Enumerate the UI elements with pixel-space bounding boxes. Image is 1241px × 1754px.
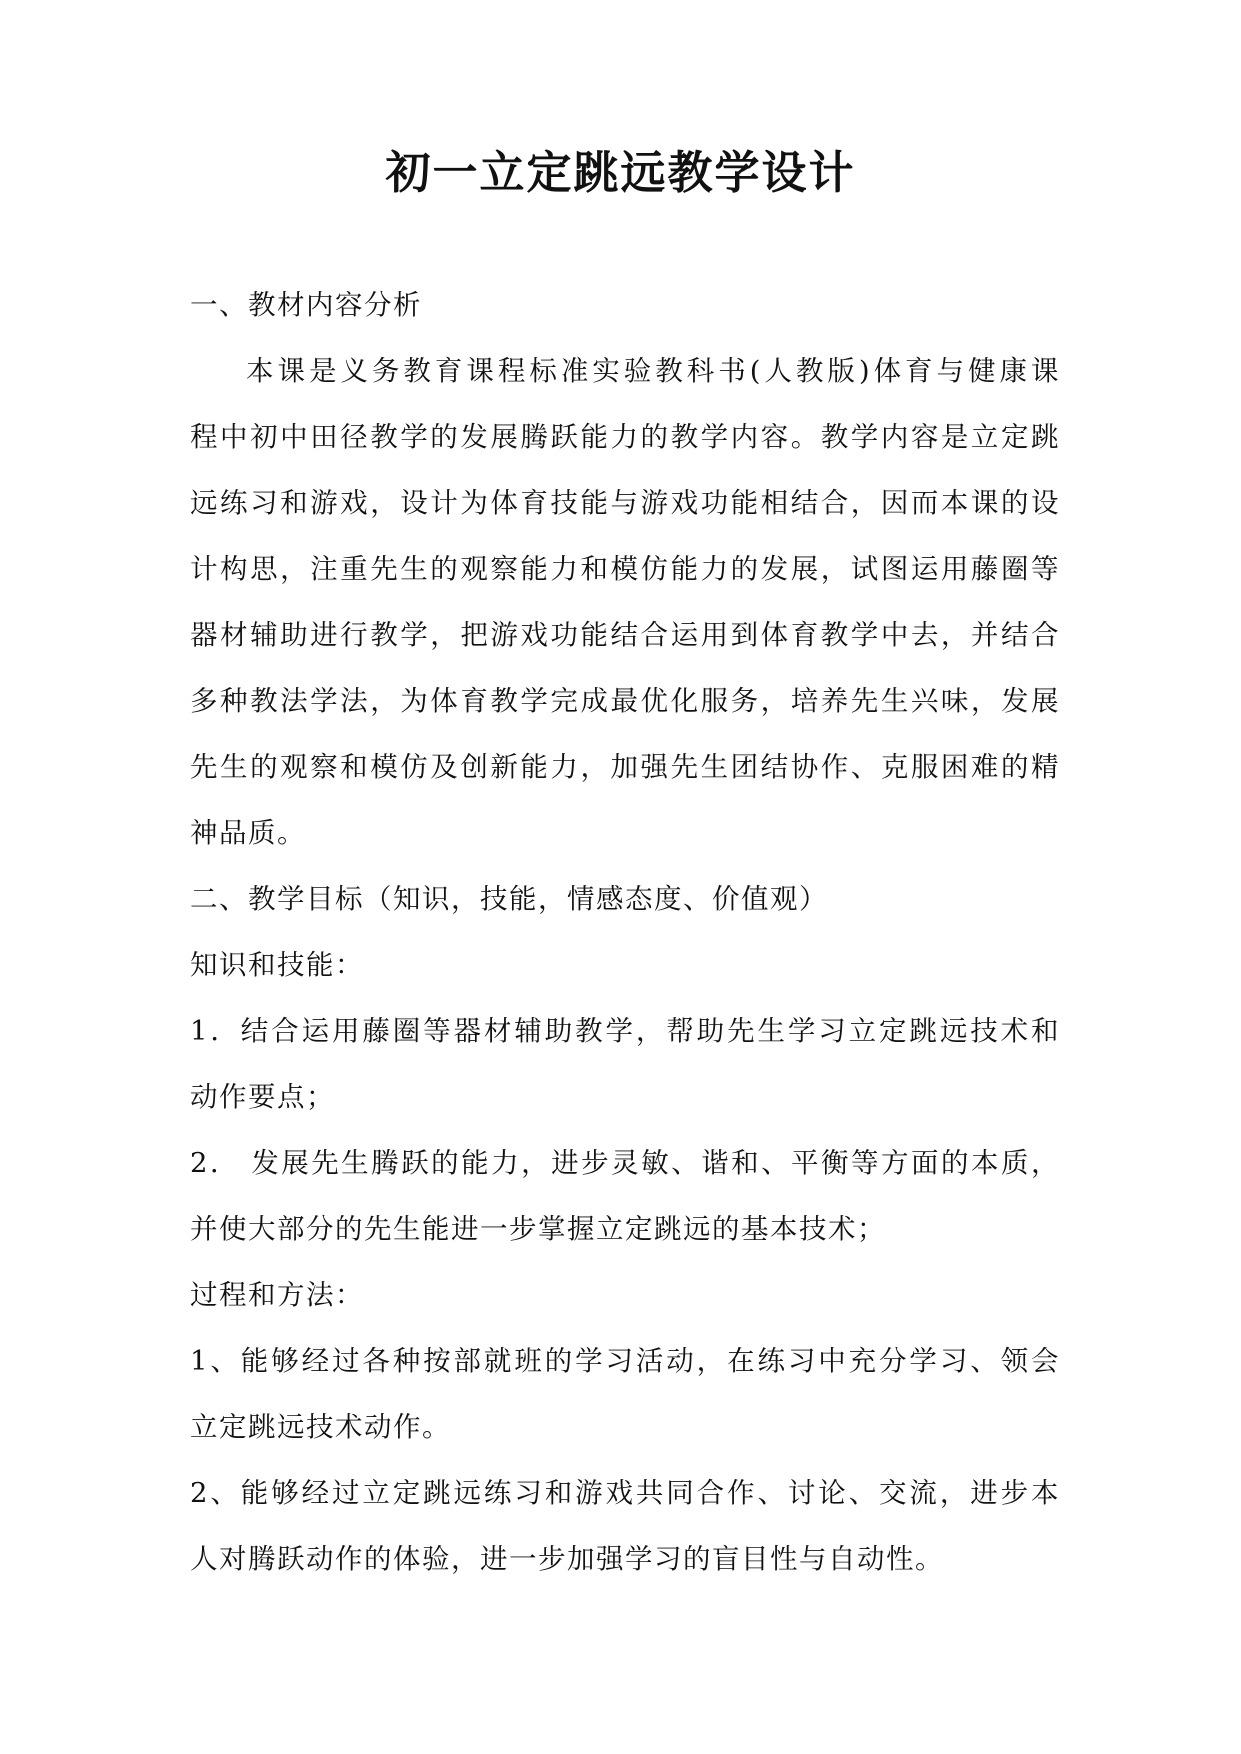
paragraph-line: 计构思，注重先生的观察能力和模仿能力的发展，试图运用藤圈等 [190,553,1060,585]
list-item-line: 人对腾跃动作的体验，进一步加强学习的盲目性与自动性。 [190,1543,944,1575]
paragraph-line: 先生的观察和模仿及创新能力，加强先生团结协作、克服困难的精 [190,751,1060,783]
list-item-line: 1．结合运用藤圈等器材辅助教学，帮助先生学习立定跳远技术和 [190,1015,1060,1047]
paragraph-line: 多种教法学法，为体育教学完成最优化服务，培养先生兴味，发展 [190,685,1060,717]
list-item-line: 动作要点； [190,1081,335,1113]
paragraph-line: 远练习和游戏，设计为体育技能与游戏功能相结合，因而本课的设 [190,487,1060,519]
paragraph-line: 本课是义务教育课程标准实验教科书(人教版)体育与健康课 [246,355,1060,387]
list-item-line: 2、能够经过立定跳远练习和游戏共同合作、讨论、交流，进步本 [190,1477,1060,1509]
subheading-process-method: 过程和方法： [190,1279,364,1311]
section-heading-1: 一、教材内容分析 [190,289,422,321]
subheading-knowledge-skills: 知识和技能： [190,949,364,981]
paragraph-line: 神品质。 [190,817,306,849]
document-title: 初一立定跳远教学设计 [385,146,856,199]
section-heading-2: 二、教学目标（知识，技能，情感态度、价值观） [190,883,828,915]
paragraph-line: 器材辅助进行教学，把游戏功能结合运用到体育教学中去，并结合 [190,619,1060,651]
paragraph-line: 程中初中田径教学的发展腾跃能力的教学内容。教学内容是立定跳 [190,421,1060,453]
list-item-line: 2． 发展先生腾跃的能力，进步灵敏、谐和、平衡等方面的本质， [190,1147,1060,1179]
list-item-line: 1、能够经过各种按部就班的学习活动，在练习中充分学习、领会 [190,1345,1060,1377]
list-item-line: 立定跳远技术动作。 [190,1411,451,1443]
list-item-line: 并使大部分的先生能进一步掌握立定跳远的基本技术； [190,1213,886,1245]
document-body [190,272,1060,1592]
